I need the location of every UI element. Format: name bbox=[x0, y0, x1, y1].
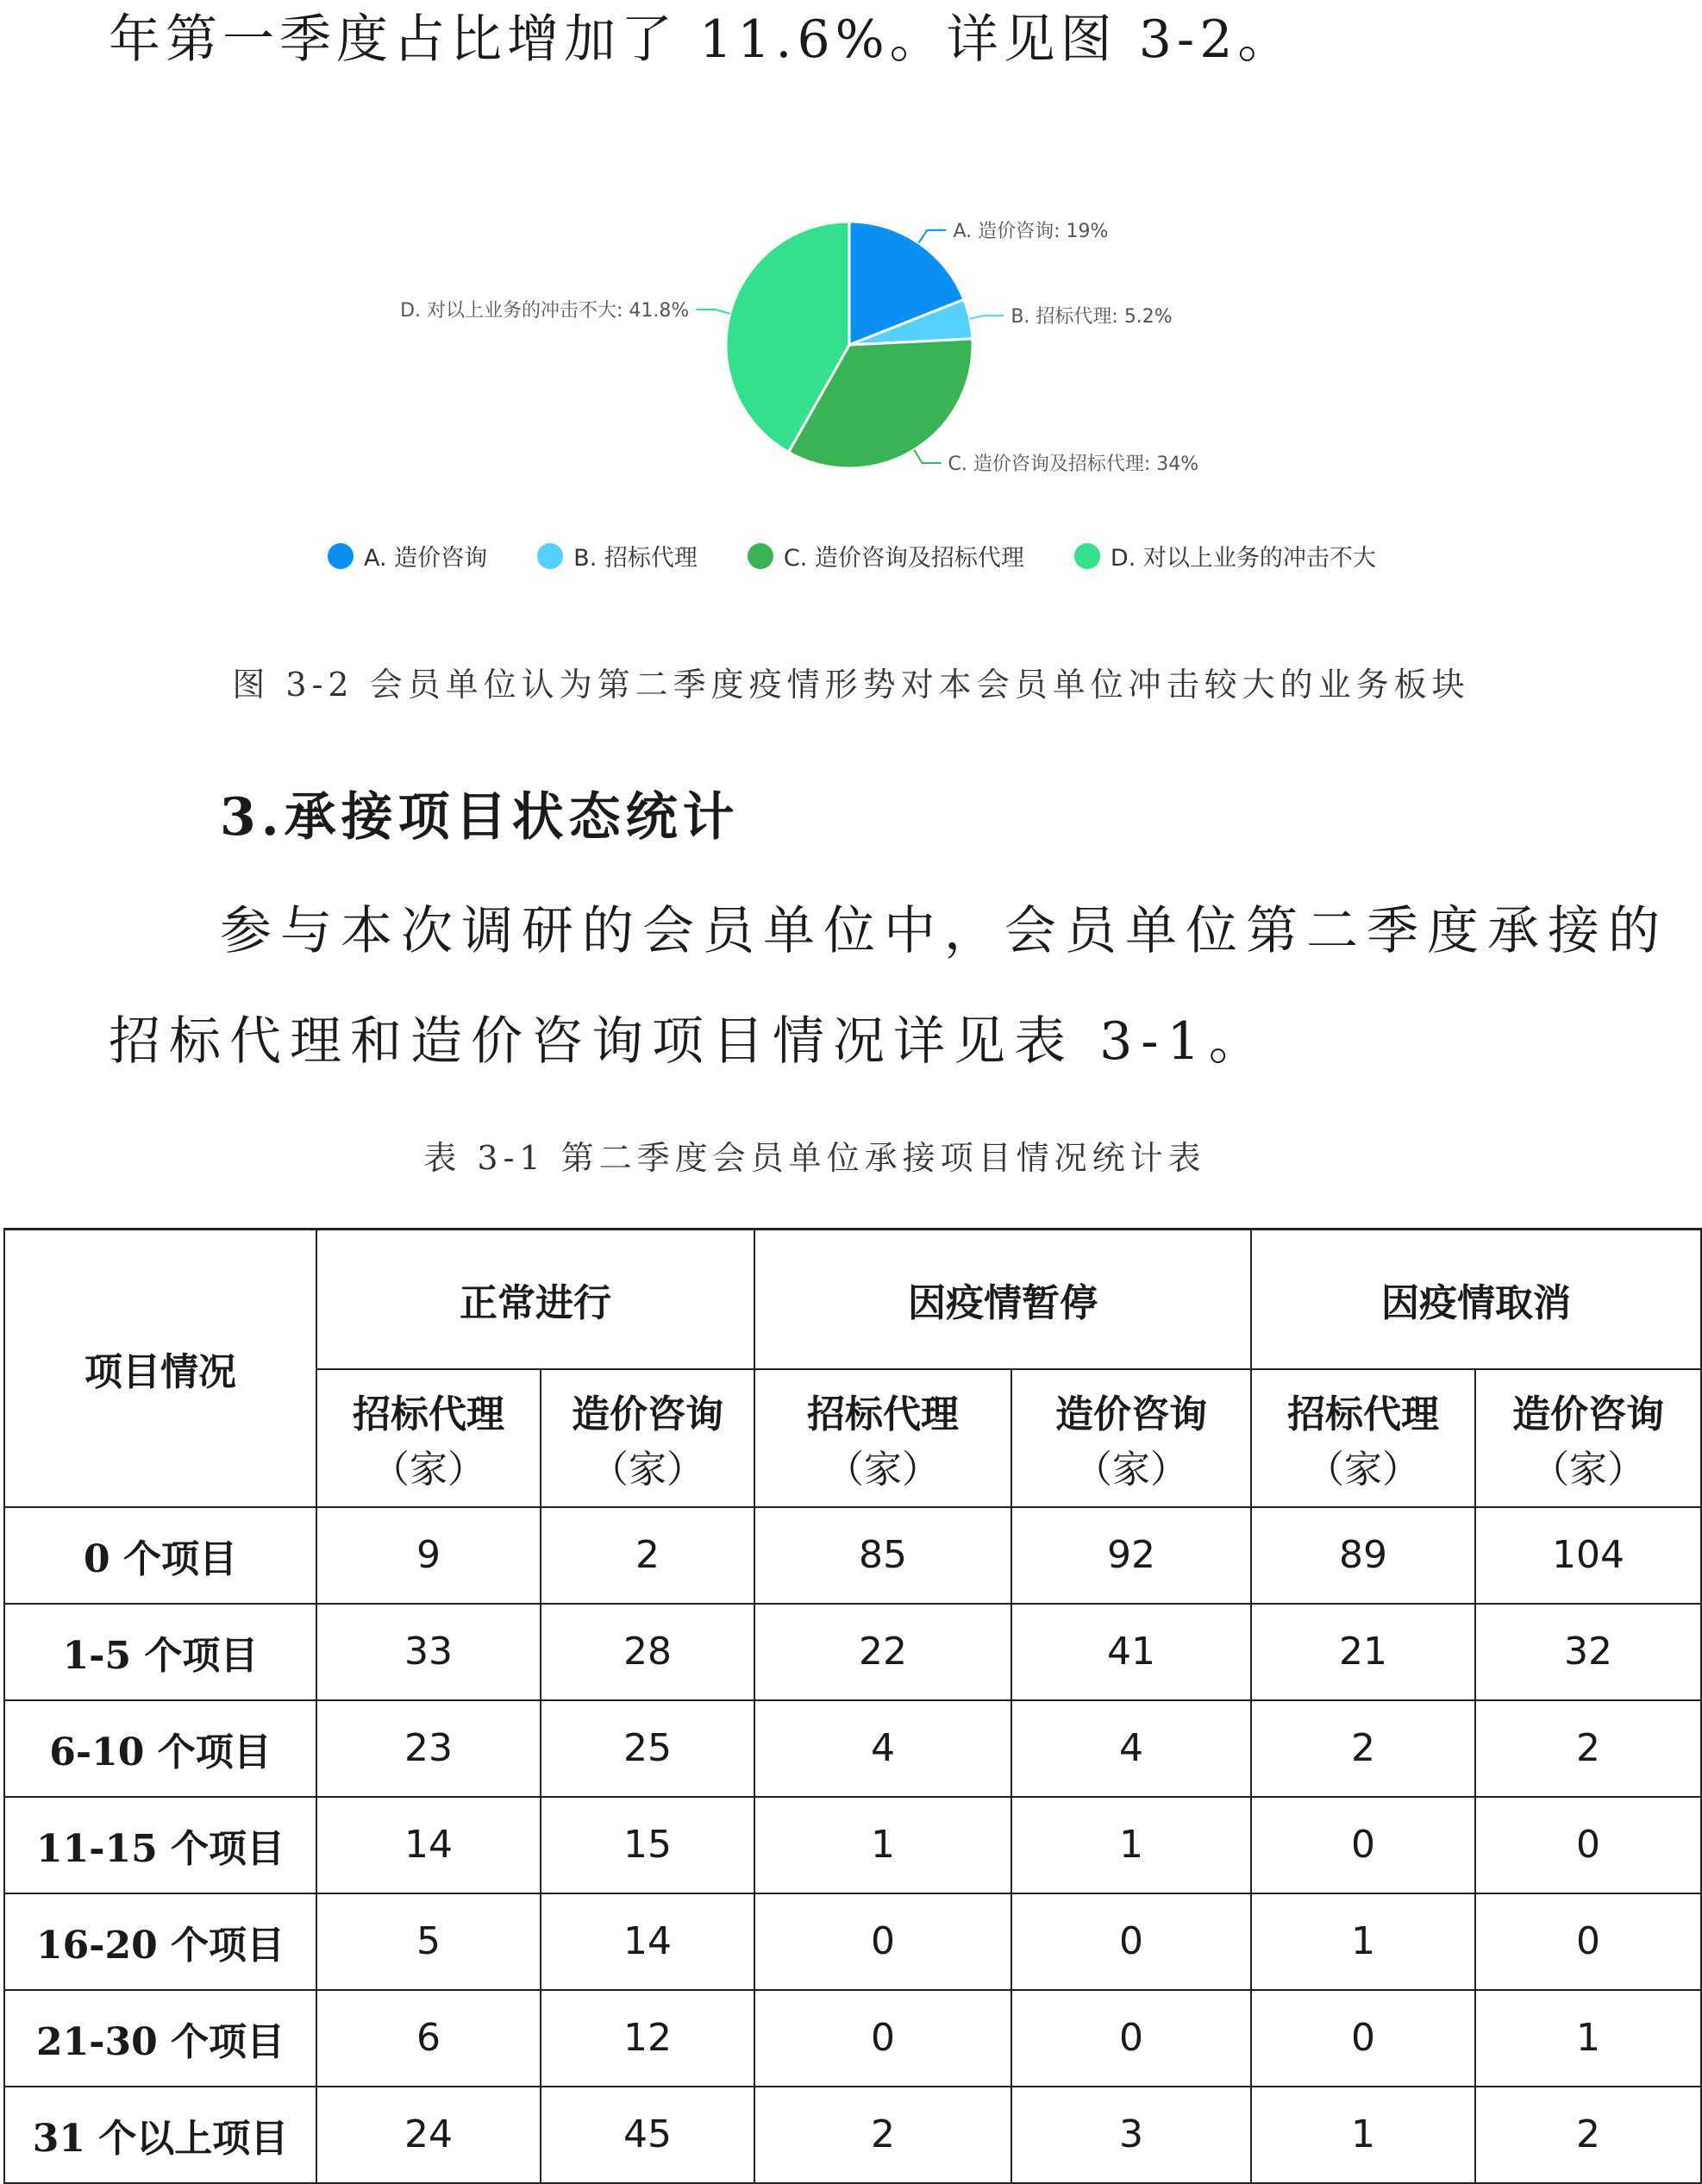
value-cell: 21 bbox=[1251, 1604, 1475, 1700]
pie-leader-line bbox=[914, 450, 941, 463]
sub-header-name: 造价咨询 bbox=[572, 1392, 723, 1436]
group-header-cell: 正常进行 bbox=[316, 1230, 754, 1369]
value-cell: 2 bbox=[1475, 2087, 1701, 2183]
project-stats-table bbox=[3, 1228, 1702, 2184]
sub-header-name: 造价咨询 bbox=[1055, 1392, 1207, 1436]
value-cell: 33 bbox=[316, 1604, 541, 1700]
value-cell: 4 bbox=[1011, 1700, 1251, 1797]
sub-header-cell bbox=[754, 1369, 1011, 1507]
legend-label: B. 招标代理 bbox=[573, 545, 698, 572]
pie-slice-label: B. 招标代理: 5.2% bbox=[1011, 305, 1173, 328]
value-cell: 0 bbox=[1251, 1797, 1475, 1893]
paragraph-line: 参与本次调研的会员单位中，会员单位第二季度承接的 bbox=[220, 901, 1668, 961]
table-row bbox=[4, 1604, 1701, 1700]
row-label-cell: 11-15 个项目 bbox=[4, 1797, 316, 1893]
value-cell: 1 bbox=[1251, 2087, 1475, 2183]
value-cell: 0 bbox=[1011, 1990, 1251, 2087]
pie-chart bbox=[0, 172, 1702, 517]
pie-slice-label: A. 造价咨询: 19% bbox=[953, 220, 1109, 242]
sub-header-name: 招标代理 bbox=[807, 1392, 959, 1436]
value-cell: 0 bbox=[1011, 1893, 1251, 1990]
row-label-cell: 6-10 个项目 bbox=[4, 1700, 316, 1797]
value-cell: 9 bbox=[316, 1507, 541, 1604]
row-label-cell: 0 个项目 bbox=[4, 1507, 316, 1604]
table-body bbox=[4, 1507, 1701, 2183]
value-cell: 2 bbox=[1475, 1700, 1701, 1797]
value-cell: 2 bbox=[1251, 1700, 1475, 1797]
group-header-cell: 因疫情暂停 bbox=[754, 1230, 1251, 1369]
value-cell: 24 bbox=[316, 2087, 541, 2183]
table-row bbox=[4, 1507, 1701, 1604]
value-cell: 3 bbox=[1011, 2087, 1251, 2183]
value-cell: 1 bbox=[1011, 1797, 1251, 1893]
chart-legend bbox=[328, 539, 1376, 573]
value-cell: 0 bbox=[754, 1990, 1011, 2087]
pie-leader-line bbox=[970, 316, 1004, 319]
legend-item[interactable] bbox=[537, 539, 698, 573]
legend-item[interactable] bbox=[1074, 539, 1376, 573]
value-cell: 0 bbox=[1251, 1990, 1475, 2087]
section-heading: 3.承接项目状态统计 bbox=[220, 787, 740, 848]
sub-header-cell bbox=[1251, 1369, 1475, 1507]
sub-header-unit: （家） bbox=[1531, 1447, 1645, 1492]
legend-dot-icon bbox=[748, 543, 773, 569]
sub-header-name: 造价咨询 bbox=[1512, 1392, 1664, 1436]
value-cell: 5 bbox=[316, 1893, 541, 1990]
table-caption: 表 3-1 第二季度会员单位承接项目情况统计表 bbox=[423, 1139, 1206, 1177]
sub-header-unit: （家） bbox=[591, 1447, 704, 1492]
sub-header-name: 招标代理 bbox=[353, 1392, 504, 1436]
table-row bbox=[4, 2087, 1701, 2183]
row-label-cell: 16-20 个项目 bbox=[4, 1893, 316, 1990]
value-cell: 89 bbox=[1251, 1507, 1475, 1604]
value-cell: 1 bbox=[754, 1797, 1011, 1893]
value-cell: 0 bbox=[1475, 1797, 1701, 1893]
sub-header-unit: （家） bbox=[1306, 1447, 1420, 1492]
value-cell: 45 bbox=[541, 2087, 754, 2183]
row-header-cell: 项目情况 bbox=[4, 1230, 316, 1507]
value-cell: 14 bbox=[316, 1797, 541, 1893]
figure-caption: 图 3-2 会员单位认为第二季度疫情形势对本会员单位冲击较大的业务板块 bbox=[232, 666, 1470, 704]
row-label-cell: 1-5 个项目 bbox=[4, 1604, 316, 1700]
row-label-cell: 21-30 个项目 bbox=[4, 1990, 316, 2087]
value-cell: 28 bbox=[541, 1604, 754, 1700]
pie-leader-line bbox=[696, 310, 729, 314]
value-cell: 0 bbox=[754, 1893, 1011, 1990]
legend-label: A. 造价咨询 bbox=[364, 545, 488, 572]
sub-header-cell bbox=[1475, 1369, 1701, 1507]
value-cell: 6 bbox=[316, 1990, 541, 2087]
value-cell: 92 bbox=[1011, 1507, 1251, 1604]
value-cell: 25 bbox=[541, 1700, 754, 1797]
sub-header-unit: （家） bbox=[826, 1447, 940, 1492]
sub-header-unit: （家） bbox=[372, 1447, 485, 1492]
pie-leader-line bbox=[918, 230, 946, 243]
table-row bbox=[4, 1797, 1701, 1893]
legend-dot-icon bbox=[1074, 543, 1100, 569]
sub-header-cell bbox=[316, 1369, 541, 1507]
paragraph-line: 招标代理和造价咨询项目情况详见表 3-1。 bbox=[109, 1011, 1269, 1072]
intro-text-line: 年第一季度占比增加了 11.6%。详见图 3-2。 bbox=[109, 9, 1295, 70]
group-header-cell: 因疫情取消 bbox=[1251, 1230, 1701, 1369]
value-cell: 41 bbox=[1011, 1604, 1251, 1700]
legend-label: C. 造价咨询及招标代理 bbox=[783, 545, 1024, 572]
legend-dot-icon bbox=[537, 543, 563, 569]
legend-item[interactable] bbox=[328, 539, 487, 573]
value-cell: 4 bbox=[754, 1700, 1011, 1797]
value-cell: 1 bbox=[1251, 1893, 1475, 1990]
value-cell: 15 bbox=[541, 1797, 754, 1893]
sub-header-cell bbox=[541, 1369, 754, 1507]
value-cell: 22 bbox=[754, 1604, 1011, 1700]
table-row bbox=[4, 1990, 1701, 2087]
table-row bbox=[4, 1700, 1701, 1797]
legend-dot-icon bbox=[328, 543, 354, 569]
table-row bbox=[4, 1893, 1701, 1990]
value-cell: 32 bbox=[1475, 1604, 1701, 1700]
sub-header-unit: （家） bbox=[1074, 1447, 1188, 1492]
value-cell: 2 bbox=[541, 1507, 754, 1604]
value-cell: 23 bbox=[316, 1700, 541, 1797]
legend-label: D. 对以上业务的冲击不大 bbox=[1110, 545, 1376, 572]
pie-slice-label: C. 造价咨询及招标代理: 34% bbox=[948, 454, 1199, 476]
value-cell: 2 bbox=[754, 2087, 1011, 2183]
sub-header-name: 招标代理 bbox=[1287, 1392, 1439, 1436]
value-cell: 104 bbox=[1475, 1507, 1701, 1604]
value-cell: 85 bbox=[754, 1507, 1011, 1604]
sub-header-cell bbox=[1011, 1369, 1251, 1507]
value-cell: 12 bbox=[541, 1990, 754, 2087]
value-cell: 14 bbox=[541, 1893, 754, 1990]
value-cell: 0 bbox=[1475, 1893, 1701, 1990]
value-cell: 1 bbox=[1475, 1990, 1701, 2087]
row-label-cell: 31 个以上项目 bbox=[4, 2087, 316, 2183]
legend-item[interactable] bbox=[748, 539, 1024, 573]
pie-slice-label: D. 对以上业务的冲击不大: 41.8% bbox=[400, 299, 690, 322]
